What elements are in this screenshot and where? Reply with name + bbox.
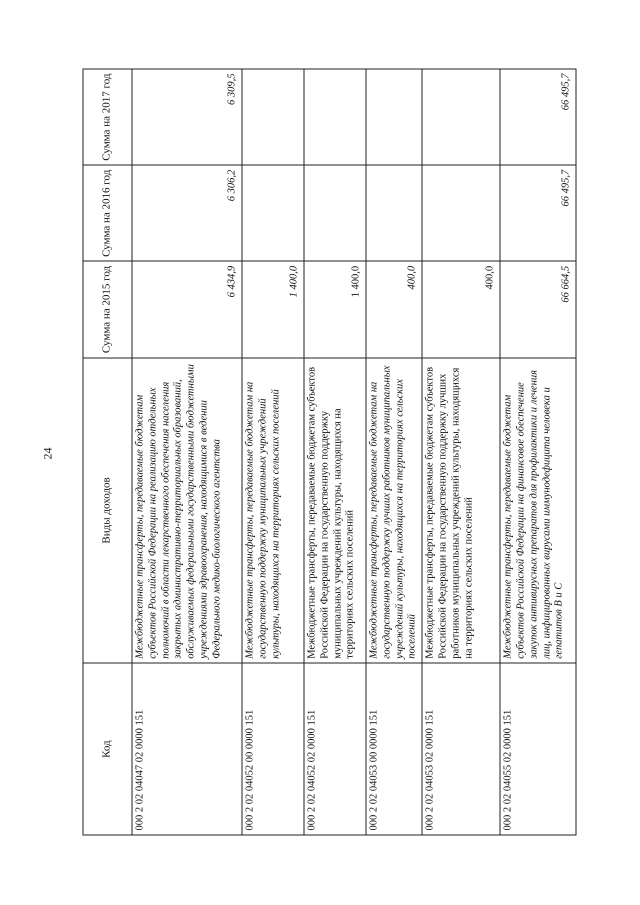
row-description: Межбюджетные трансферты, передаваемые бюджетам субъектов Российской Федерации на государственную поддержку муниципальных учреждений культуры, находящихся на территориях сельских поселений	[304, 357, 366, 663]
row-sum-2015: 66 664,5	[500, 261, 576, 357]
row-sum-2017	[304, 69, 366, 165]
row-code: 000 2 02 04053 00 0000 151	[366, 663, 422, 835]
row-sum-2016	[242, 165, 304, 261]
row-sum-2017: 6 309,5	[132, 69, 242, 165]
table-header-row	[83, 69, 132, 835]
table-row	[422, 69, 500, 835]
row-description: Межбюджетные трансферты, передаваемые бюджетам субъектов Российской Федерации на государственную поддержку лучших работников муниципальных учреждений культуры, находящихся на территориях сельских поселений	[422, 357, 500, 663]
row-sum-2015: 400,0	[422, 261, 500, 357]
row-description: Межбюджетные трансферты, передаваемые бюджетам на государственную поддержку муниципальных учреждений культуры, находящихся на территориях сельских поселений	[242, 357, 304, 663]
row-sum-2015: 6 434,9	[132, 261, 242, 357]
row-description: Межбюджетные трансферты, передаваемые бюджетам субъектов Российской Федерации на финансовое обеспечение закупок антивирусных препаратов для профилактики и лечения лиц, инфицированных вирусами иммунодефицита человека и гепатитов В и С	[500, 357, 576, 663]
row-sum-2017: 66 495,7	[500, 69, 576, 165]
page-number: 24	[40, 447, 55, 460]
row-sum-2016: 66 495,7	[500, 165, 576, 261]
row-sum-2015: 1 400,0	[304, 261, 366, 357]
header-sum-2017: Сумма на 2017 год	[83, 69, 132, 165]
row-sum-2016: 6 306,2	[132, 165, 242, 261]
row-sum-2017	[242, 69, 304, 165]
row-sum-2017	[422, 69, 500, 165]
revenue-table-container	[82, 68, 572, 835]
row-code: 000 2 02 04052 00 0000 151	[242, 663, 304, 835]
row-sum-2015: 400,0	[366, 261, 422, 357]
row-sum-2016	[422, 165, 500, 261]
table-body	[132, 69, 576, 835]
row-code: 000 2 02 04047 02 0000 151	[132, 663, 242, 835]
row-description: Межбюджетные трансферты, передаваемые бюджетам на государственную поддержку лучших работников муниципальных учреждений культуры, находящихся на территориях сельских поселений	[366, 357, 422, 663]
row-code: 000 2 02 04052 02 0000 151	[304, 663, 366, 835]
header-sum-2015: Сумма на 2015 год	[83, 261, 132, 357]
revenue-table	[82, 68, 576, 835]
table-row	[242, 69, 304, 835]
row-code: 000 2 02 04053 02 0000 151	[422, 663, 500, 835]
row-sum-2016	[366, 165, 422, 261]
table-row	[500, 69, 576, 835]
table-row	[132, 69, 242, 835]
row-sum-2017	[366, 69, 422, 165]
row-sum-2015: 1 400,0	[242, 261, 304, 357]
table-row	[366, 69, 422, 835]
row-sum-2016	[304, 165, 366, 261]
table-row	[304, 69, 366, 835]
revenue-table-rotated	[82, 68, 572, 835]
header-sum-2016: Сумма на 2016 год	[83, 165, 132, 261]
header-revenue-type: Виды доходов	[83, 357, 132, 663]
row-code: 000 2 02 04055 02 0000 151	[500, 663, 576, 835]
header-code: Код	[83, 663, 132, 835]
row-description: Межбюджетные трансферты, передаваемые бюджетам субъектов Российской Федерации на реализацию отдельных полномочий в области лекарственного обеспечения населения закрытых административно-территориальных образований, обслуживаемых федеральными государственными бюджетными учреждениями здравоохранения, находящимися в ведении Федерального медико-биологического агентства	[132, 357, 242, 663]
